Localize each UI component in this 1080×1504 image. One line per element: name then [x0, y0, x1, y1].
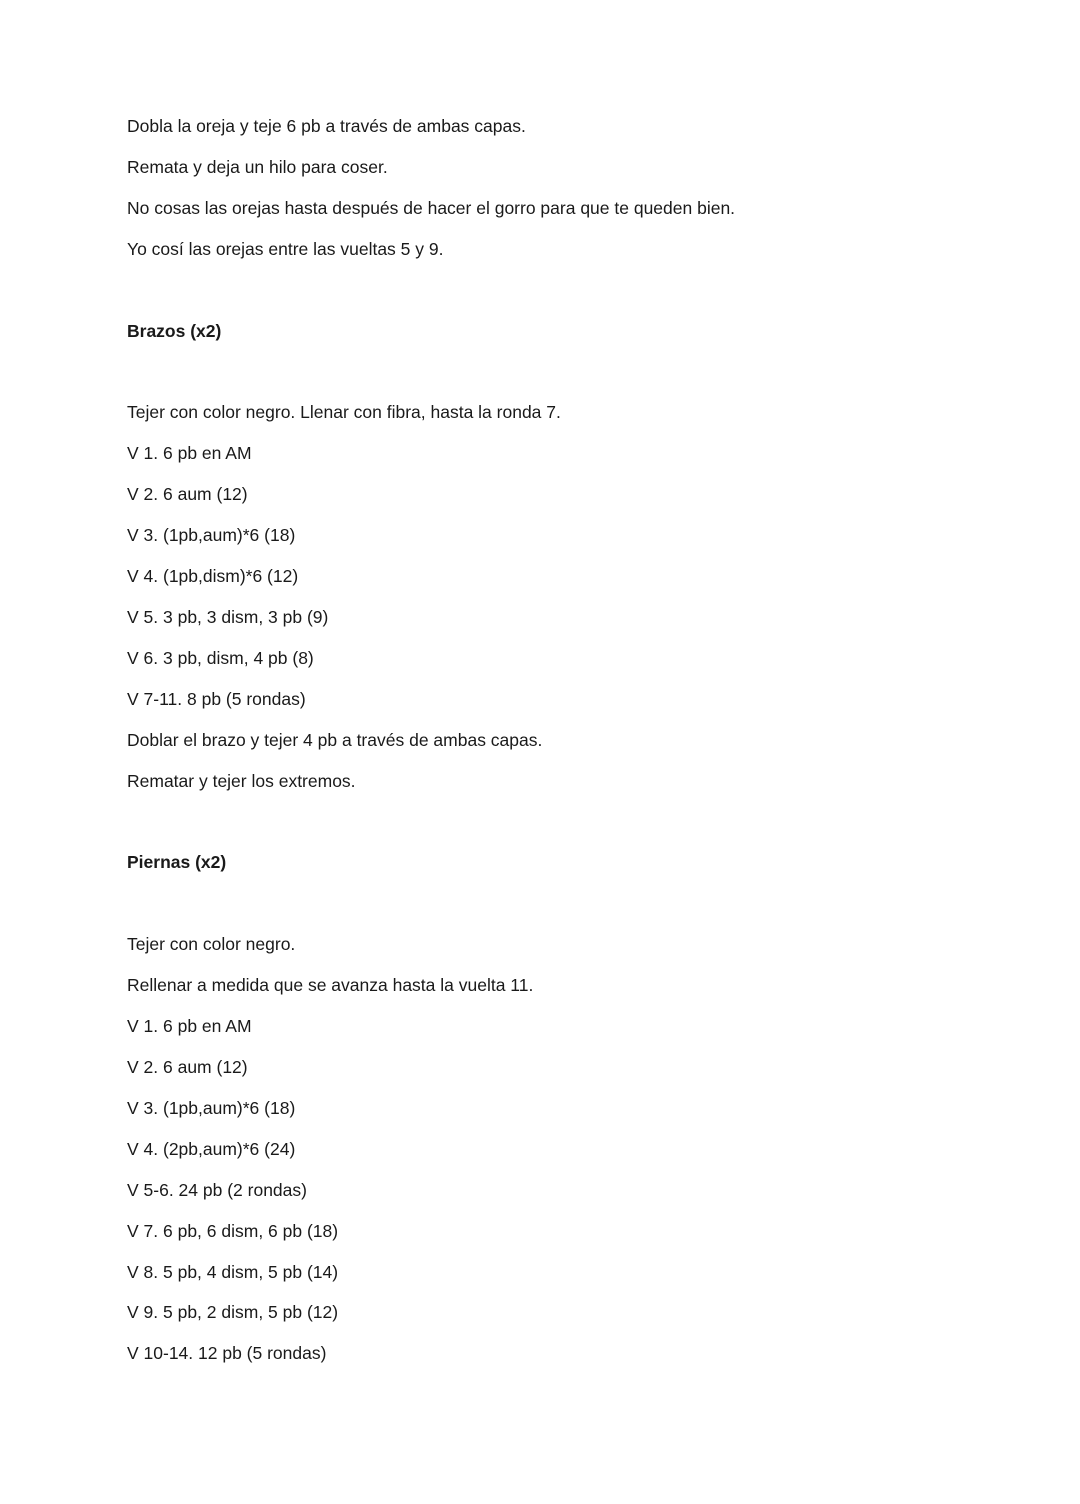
- intro-line: Dobla la oreja y teje 6 pb a través de ambas capas.: [127, 116, 526, 136]
- intro-line: Yo cosí las orejas entre las vueltas 5 y 9.: [127, 239, 444, 259]
- arms-round-line: V 1. 6 pb en AM: [127, 443, 252, 463]
- legs-round-line: V 10-14. 12 pb (5 rondas): [127, 1343, 327, 1363]
- arms-instruction-line: Tejer con color negro. Llenar con fibra, hasta la ronda 7.: [127, 402, 561, 422]
- intro-line: No cosas las orejas hasta después de hacer el gorro para que te queden bien.: [127, 198, 736, 218]
- intro-line: Remata y deja un hilo para coser.: [127, 157, 388, 177]
- arms-round-line: V 3. (1pb,aum)*6 (18): [127, 525, 296, 545]
- legs-round-line: V 8. 5 pb, 4 dism, 5 pb (14): [127, 1262, 339, 1282]
- legs-round-line: V 1. 6 pb en AM: [127, 1016, 252, 1036]
- section-heading-arms: Brazos (x2): [127, 321, 222, 341]
- arms-round-line: V 2. 6 aum (12): [127, 484, 248, 504]
- legs-round-line: V 4. (2pb,aum)*6 (24): [127, 1139, 296, 1159]
- arms-instruction-line: Doblar el brazo y tejer 4 pb a través de ambas capas.: [127, 730, 543, 750]
- legs-round-line: V 5-6. 24 pb (2 rondas): [127, 1180, 307, 1200]
- legs-round-line: V 9. 5 pb, 2 dism, 5 pb (12): [127, 1302, 339, 1322]
- legs-round-line: V 3. (1pb,aum)*6 (18): [127, 1098, 296, 1118]
- arms-round-line: V 6. 3 pb, dism, 4 pb (8): [127, 648, 314, 668]
- legs-round-line: V 2. 6 aum (12): [127, 1057, 248, 1077]
- legs-instruction-line: Rellenar a medida que se avanza hasta la vuelta 11.: [127, 975, 534, 995]
- section-heading-legs: Piernas (x2): [127, 852, 227, 872]
- legs-round-line: V 7. 6 pb, 6 dism, 6 pb (18): [127, 1221, 339, 1241]
- arms-round-line: V 5. 3 pb, 3 dism, 3 pb (9): [127, 607, 329, 627]
- legs-instruction-line: Tejer con color negro.: [127, 934, 296, 954]
- arms-instruction-line: Rematar y tejer los extremos.: [127, 771, 356, 791]
- arms-round-line: V 4. (1pb,dism)*6 (12): [127, 566, 299, 586]
- arms-round-line: V 7-11. 8 pb (5 rondas): [127, 689, 306, 709]
